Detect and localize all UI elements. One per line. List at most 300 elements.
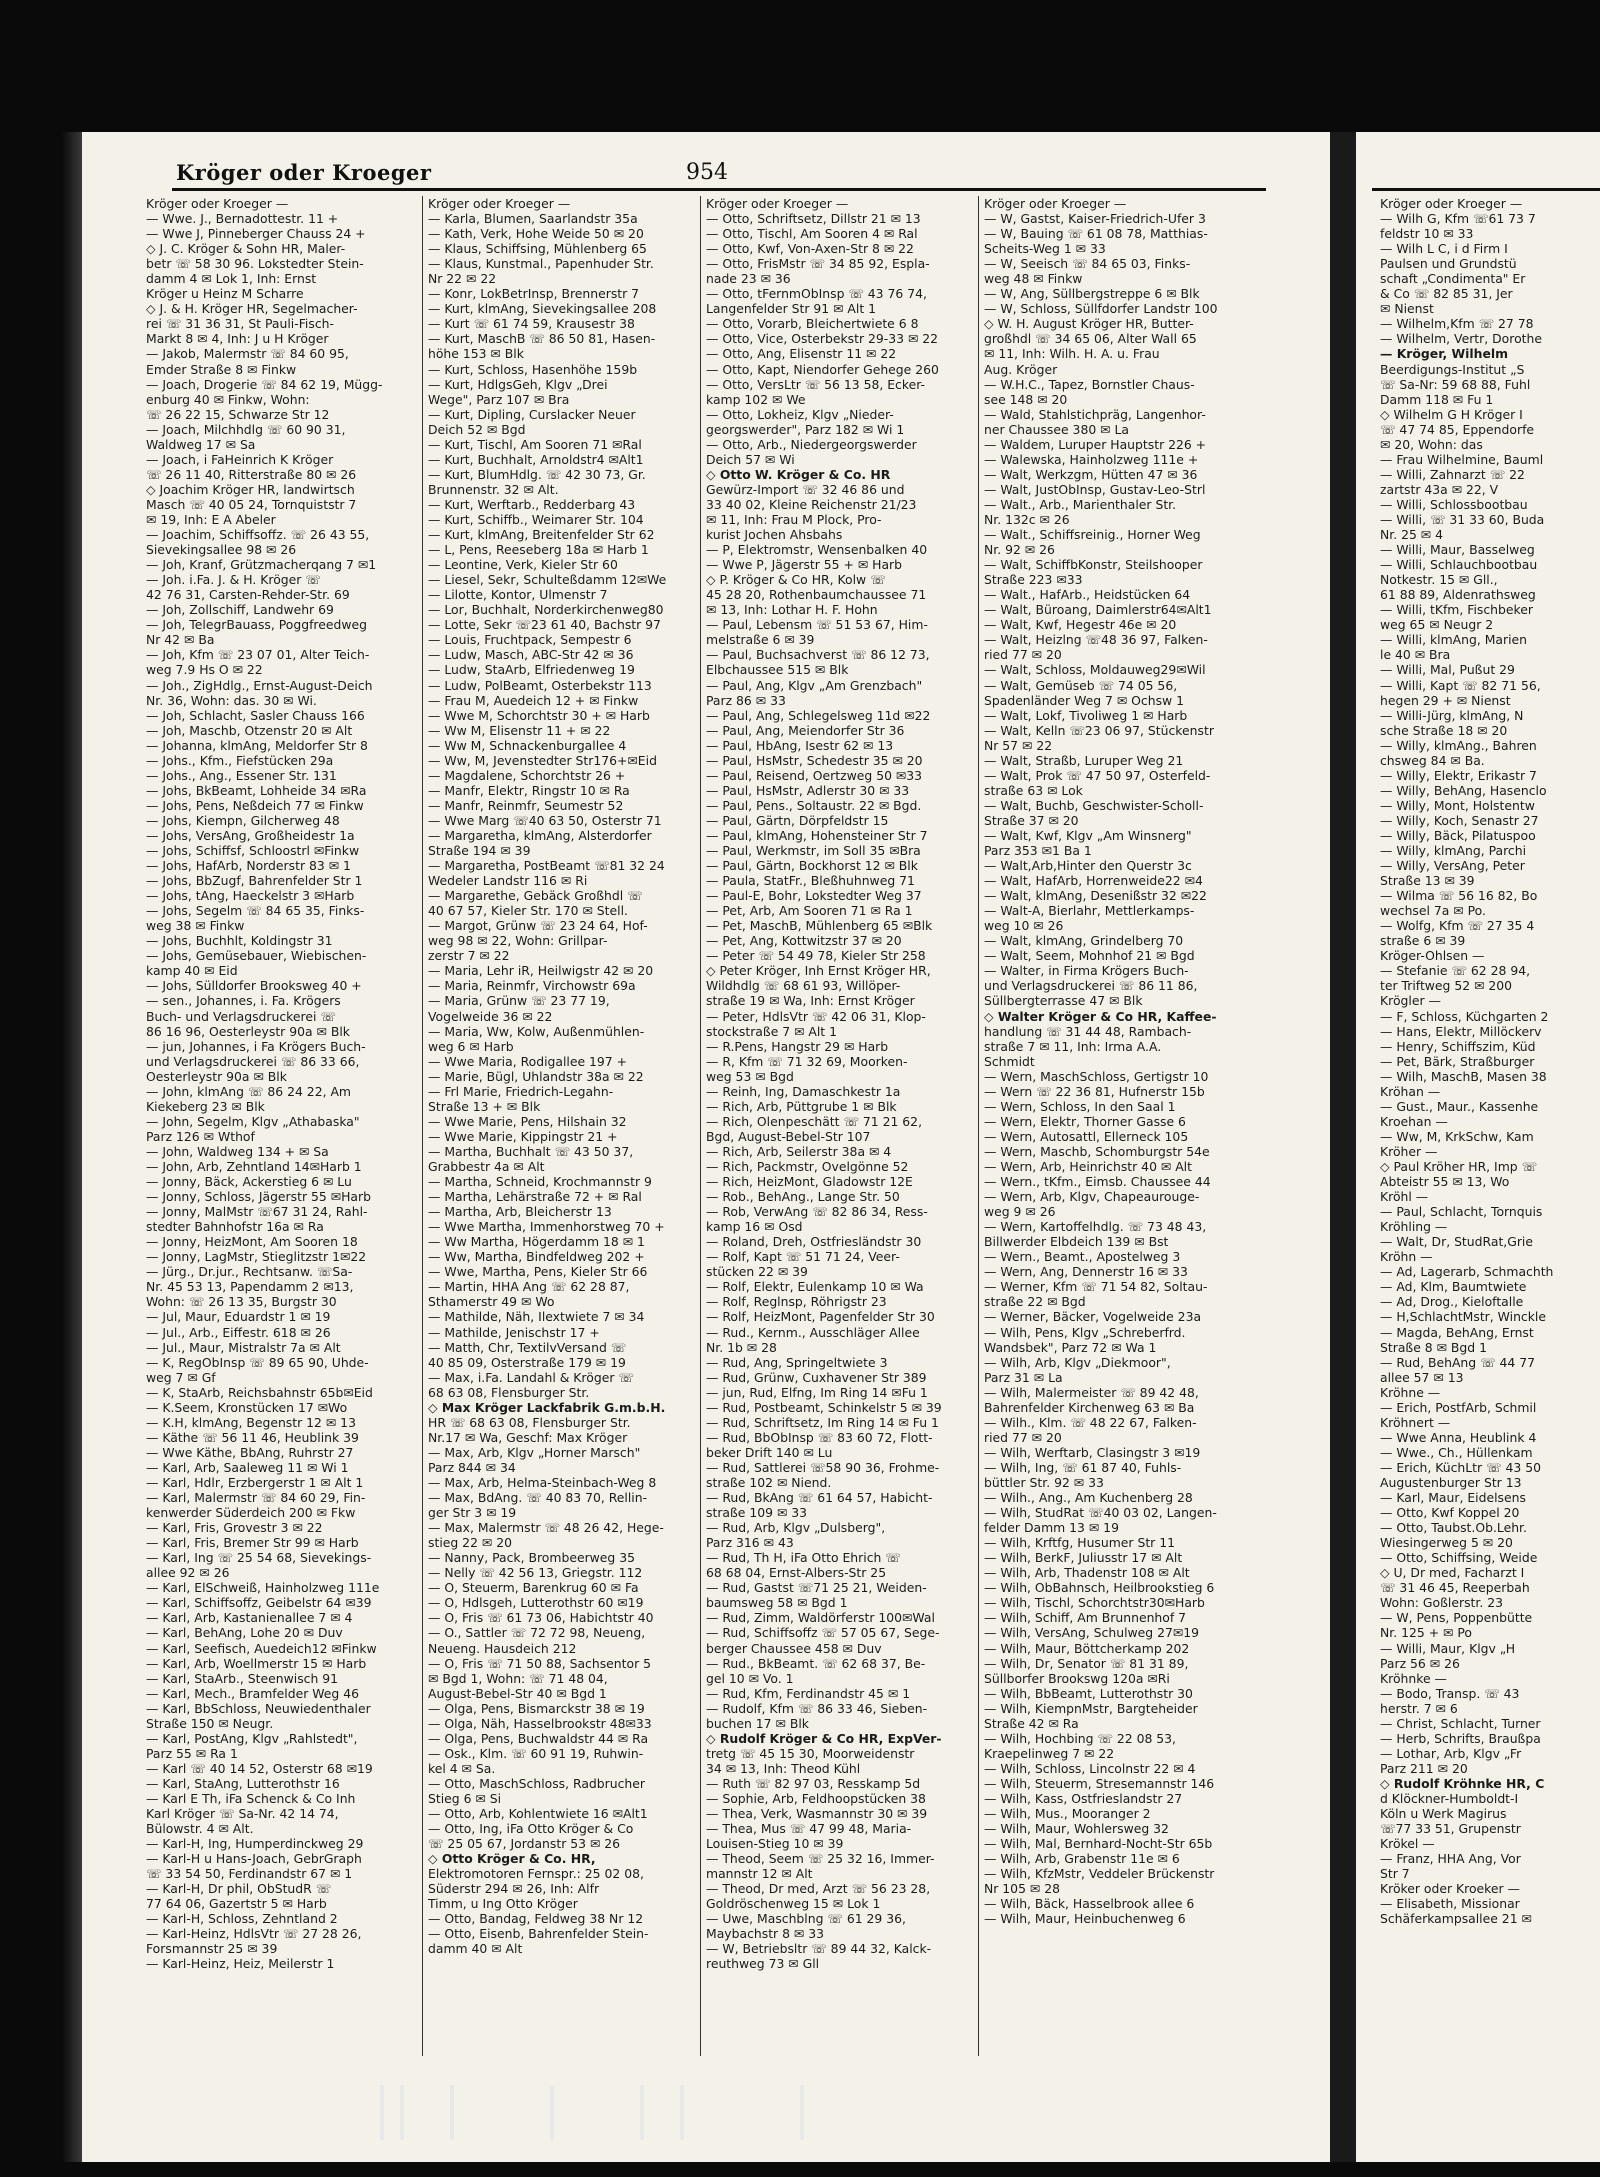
directory-entry-line: Wiesingerweg 5 ✉ 20 <box>1380 1535 1513 1551</box>
directory-entry-line: wechsel 7a ✉ Po. <box>1380 903 1486 919</box>
directory-entry-line: — Herb, Schrifts, Braußpa <box>1380 1730 1541 1746</box>
directory-entry-line: Süllbergterrasse 47 ✉ Blk <box>984 993 1143 1009</box>
directory-entry-line: le 40 ✉ Bra <box>1380 647 1451 663</box>
directory-entry-line: ☏ 26 11 40, Ritterstraße 80 ✉ 26 <box>146 466 357 482</box>
directory-entry-line: — Karl, Arb, Saaleweg 11 ✉ Wi 1 <box>146 1459 349 1475</box>
directory-entry-line: — John, Waldweg 134 + ✉ Sa <box>146 1143 329 1159</box>
directory-entry-line: großhdl ☏ 34 65 06, Alter Wall 65 <box>984 331 1197 347</box>
directory-entry-line: 42 76 31, Carsten-Rehder-Str. 69 <box>146 587 350 603</box>
directory-entry-line: — Kurt, Schloss, Hasenhöhe 159b <box>428 361 638 377</box>
directory-entry-line: — F, Schloss, Küchgarten 2 <box>1380 1008 1549 1024</box>
directory-entry-line: — Wwe Martha, Immenhorstweg 70 + <box>428 1219 665 1235</box>
directory-entry-line: — Karl, Fris, Bremer Str 99 ✉ Harb <box>146 1535 359 1551</box>
directory-entry-line: — Wwe Marg ☏40 63 50, Osterstr 71 <box>428 812 662 828</box>
directory-entry-line: — Wilh, VersAng, Schulweg 27✉19 <box>984 1625 1199 1641</box>
directory-entry-line: — Paul, Gärtn, Bockhorst 12 ✉ Blk <box>706 858 918 874</box>
directory-entry-line: — Maria, Reinmfr, Virchowstr 69a <box>428 978 636 994</box>
column-divider <box>978 196 979 2056</box>
directory-entry-line: Paulsen und Grundstü <box>1380 256 1517 272</box>
directory-entry-line: — Wwe Marie, Pens, Hilshain 32 <box>428 1113 627 1129</box>
directory-entry-line: Neueng. Hausdeich 212 <box>428 1640 577 1656</box>
directory-entry-line: — Walt, SchiffbKonstr, Steilshooper <box>984 557 1203 573</box>
directory-entry-line: Bahrenfelder Kirchenweg 63 ✉ Ba <box>984 1399 1195 1415</box>
directory-entry-line: — Martha, Schneid, Krochmannstr 9 <box>428 1174 652 1190</box>
directory-entry-line: — Wilh, Werftarb, Clasingstr 3 ✉19 <box>984 1444 1201 1460</box>
directory-entry-line: ried 77 ✉ 20 <box>984 1429 1062 1445</box>
directory-entry-line: — Paul, HbAng, Isestr 62 ✉ 13 <box>706 737 894 753</box>
directory-entry-line: baumsweg 58 ✉ Bgd 1 <box>706 1595 848 1611</box>
directory-entry-line: — Pet, Bärk, Straßburger <box>1380 1053 1535 1069</box>
directory-entry-line: — Wilh G, Kfm ☏61 73 7 <box>1380 211 1536 227</box>
directory-entry-line: ☏ 25 05 67, Jordanstr 53 ✉ 26 <box>428 1836 621 1852</box>
directory-entry-line: Krökel — <box>1380 1836 1435 1852</box>
directory-entry-line: — K, RegObInsp ☏ 89 65 90, Uhde- <box>146 1354 369 1370</box>
directory-entry-line: — Wern., Beamt., Apostelweg 3 <box>984 1249 1181 1265</box>
directory-entry-line: — Walt, Kwf, Klgv „Am Winsnerg" <box>984 827 1192 843</box>
directory-entry-line: — Wilh, KiempnMstr, Bargteheider <box>984 1700 1198 1716</box>
directory-entry-line: — Otto, Schriftsetz, Dillstr 21 ✉ 13 <box>706 211 921 227</box>
directory-entry-line: Karl Kröger ☏ Sa-Nr. 42 14 74, <box>146 1806 339 1822</box>
directory-entry-line: — Leontine, Verk, Kieler Str 60 <box>428 557 618 573</box>
directory-entry-line: — Paul, Ang, Schlegelsweg 11d ✉22 <box>706 707 931 723</box>
directory-entry-line: — Walewska, Hainholzweg 111e + <box>984 451 1199 467</box>
directory-entry-line: — Rud, Ang, Springeltwiete 3 <box>706 1354 888 1370</box>
directory-entry-line: — Karla, Blumen, Saarlandstr 35a <box>428 211 638 227</box>
directory-entry-line: — Wern., tKfm., Eimsb. Chaussee 44 <box>984 1174 1211 1190</box>
directory-entry-line: — W, Schloss, Süllfdorfer Landstr 100 <box>984 301 1218 317</box>
directory-entry-line: — W, Pens, Poppenbütte <box>1380 1610 1533 1626</box>
directory-entry-line: — Joh, Schlacht, Sasler Chauss 166 <box>146 707 365 723</box>
directory-entry-line: ✉ 19, Inh: E A Abeler <box>146 511 276 527</box>
directory-entry-line: — Wern, Arb, Heinrichstr 40 ✉ Alt <box>984 1159 1192 1174</box>
directory-entry-line: — Karl, Ing ☏ 25 54 68, Sievekings- <box>146 1550 372 1566</box>
directory-entry-line: — Walt, Dr, StudRat,Grie <box>1380 1234 1534 1250</box>
directory-entry-line: — Rolf, Reglnsp, Röhrigstr 23 <box>706 1294 887 1310</box>
directory-entry-line: — Karl, Maur, Eidelsens <box>1380 1490 1526 1506</box>
directory-entry-line: — Paul, klmAng, Hohensteiner Str 7 <box>706 827 928 843</box>
directory-entry-line: — Frau Wilhelmine, Bauml <box>1380 451 1544 467</box>
directory-entry-line: — Wilhelm,Kfm ☏ 27 78 <box>1380 316 1534 332</box>
directory-entry-line: — Osk., Klm. ☏ 60 91 19, Ruhwin- <box>428 1745 644 1761</box>
directory-entry-line: Nr 22 ✉ 22 <box>428 271 497 287</box>
directory-entry-line: Straße 13 + ✉ Blk <box>428 1098 541 1114</box>
directory-entry-line: — Otto, Kwf Koppel 20 <box>1380 1505 1520 1521</box>
directory-entry-line: ◇ J. C. Kröger & Sohn HR, Maler- <box>146 241 346 257</box>
directory-entry-line: — Ludw, Masch, ABC-Str 42 ✉ 36 <box>428 647 634 663</box>
directory-entry-line: — Jonny, HeizMont, Am Sooren 18 <box>146 1234 358 1250</box>
directory-entry-line: — Johs, tAng, Haeckelstr 3 ✉Harb <box>146 888 355 904</box>
directory-entry-line: — Rudolf, Kfm ☏ 86 33 46, Sieben- <box>706 1700 928 1716</box>
directory-entry-line: — Waldem, Luruper Hauptstr 226 + <box>984 436 1207 452</box>
directory-entry-line: Emder Straße 8 ✉ Finkw <box>146 361 297 377</box>
directory-entry-line: — Ludw, PolBeamt, Osterbekstr 113 <box>428 677 652 693</box>
directory-entry-line: sche Straße 18 ✉ 20 <box>1380 722 1508 738</box>
directory-entry-line: Timm, u Ing Otto Kröger <box>428 1896 578 1912</box>
page-header <box>92 160 1230 190</box>
directory-entry-line: — Wilh, Schiff, Am Brunnenhof 7 <box>984 1610 1187 1626</box>
directory-entry-line: Maybachstr 8 ✉ 33 <box>706 1926 824 1942</box>
directory-entry-line: Louisen-Stieg 10 ✉ 39 <box>706 1836 844 1852</box>
directory-entry-line: ☏ 47 74 85, Eppendorfe <box>1380 421 1535 437</box>
directory-entry-line: — Paul, Gärtn, Dörpfeldstr 15 <box>706 812 889 828</box>
directory-entry-line: felder Damm 13 ✉ 19 <box>984 1520 1119 1536</box>
directory-entry-line: — Otto, Ing, iFa Otto Kröger & Co <box>428 1821 634 1837</box>
directory-entry-line: ◇ Otto Kröger & Co. HR, <box>428 1851 596 1867</box>
directory-entry-line: — Willi, Maur, Klgv „H <box>1380 1640 1516 1656</box>
directory-entry-line: feldstr 10 ✉ 33 <box>1380 226 1474 242</box>
directory-entry-line: ried 77 ✉ 20 <box>984 647 1062 663</box>
directory-entry-line: — Walt, Straßb, Luruper Weg 21 <box>984 752 1184 768</box>
directory-entry-line: ◇ Walter Kröger & Co HR, Kaffee- <box>984 1008 1217 1024</box>
directory-entry-line: gel 10 ✉ Vo. 1 <box>706 1670 794 1686</box>
directory-entry-line: — Rob., BehAng., Lange Str. 50 <box>706 1189 900 1205</box>
directory-entry-line: — Wilh, Maur, Heinbuchenweg 6 <box>984 1911 1186 1927</box>
directory-entry-line: ☏ 31 46 45, Reeperbah <box>1380 1580 1530 1596</box>
directory-entry-line: — Martha, Arb, Bleicherstr 13 <box>428 1204 612 1220</box>
directory-entry-line: — Karl, PostAng, Klgv „Rahlstedt", <box>146 1730 358 1746</box>
directory-entry-line: — Martha, Lehärstraße 72 + ✉ Ral <box>428 1189 642 1205</box>
directory-entry-line: — Otto, Bandag, Feldweg 38 Nr 12 <box>428 1911 644 1927</box>
directory-entry-line: — Johs, HafArb, Norderstr 83 ✉ 1 <box>146 858 351 874</box>
directory-entry-line: damm 40 ✉ Alt <box>428 1941 523 1957</box>
directory-entry-line: — John, Arb, Zehntland 14✉Harb 1 <box>146 1159 362 1174</box>
directory-entry-line: reuthweg 73 ✉ Gll <box>706 1956 820 1972</box>
directory-entry-line: stockstraße 7 ✉ Alt 1 <box>706 1023 837 1039</box>
directory-entry-line: — Otto, MaschSchloss, Radbrucher <box>428 1775 645 1791</box>
directory-entry-line: — Otto, Tischl, Am Sooren 4 ✉ Ral <box>706 226 918 242</box>
directory-entry-line: kurist Jochen Ahsbahs <box>706 527 843 543</box>
directory-entry-line: — Karl E Th, iFa Schenck & Co Inh <box>146 1790 356 1806</box>
directory-entry-line: — Willi, klmAng, Marien <box>1380 632 1528 648</box>
column-1 <box>146 196 418 2056</box>
directory-entry-line: Wege", Parz 107 ✉ Bra <box>428 391 570 407</box>
directory-entry-line: — Karl-Heinz, HdlsVtr ☏ 27 28 26, <box>146 1926 362 1942</box>
directory-entry-line: 61 88 89, Aldenrathsweg <box>1380 587 1536 603</box>
directory-entry-line: 33 40 02, Kleine Reichenstr 21/23 <box>706 496 917 512</box>
directory-entry-line: weg 53 ✉ Bgd <box>706 1068 794 1084</box>
directory-entry-line: melstraße 6 ✉ 39 <box>706 632 815 648</box>
directory-entry-line: — Paul, Schlacht, Tornquis <box>1380 1204 1543 1220</box>
directory-entry-line: Wohn: ☏ 26 13 35, Burgstr 30 <box>146 1294 337 1310</box>
directory-entry-line: Buch- und Verlagsdruckerei ☏ <box>146 1008 336 1024</box>
directory-entry-line: — Karl-H, Ing, Humperdinckweg 29 <box>146 1836 364 1852</box>
directory-entry-line: Straße 223 ✉33 <box>984 572 1083 588</box>
directory-entry-line: — Sophie, Arb, Feldhoopstücken 38 <box>706 1790 926 1806</box>
directory-entry-line: ◇ U, Dr med, Facharzt I <box>1380 1565 1525 1581</box>
directory-entry-line: — Kurt, Dipling, Curslacker Neuer <box>428 406 636 422</box>
directory-entry-line: — Paula, StatFr., Bleßhuhnweg 71 <box>706 873 915 889</box>
directory-entry-line: — Willi-Jürg, klmAng, N <box>1380 707 1524 723</box>
directory-entry-line: — Otto, Eisenb, Bahrenfelder Stein- <box>428 1926 649 1942</box>
directory-entry-line: Parz 316 ✉ 43 <box>706 1535 794 1551</box>
directory-entry-line: herstr. 7 ✉ 6 <box>1380 1700 1458 1716</box>
directory-entry-line: — Kurt, MaschB ☏ 86 50 81, Hasen- <box>428 331 656 347</box>
directory-entry-line: — Rud, Zimm, Waldörferstr 100✉Wal <box>706 1610 935 1626</box>
directory-entry-line: — Käthe ☏ 56 11 46, Heublink 39 <box>146 1429 359 1445</box>
directory-entry-line: — Magda, BehAng, Ernst <box>1380 1324 1534 1340</box>
directory-entry-line: — R, Kfm ☏ 71 32 69, Moorken- <box>706 1053 908 1069</box>
directory-entry-line: — Rud, Gastst ☏71 25 21, Weiden- <box>706 1580 927 1596</box>
directory-entry-line: — Johs, VersAng, Großheidestr 1a <box>146 827 355 843</box>
directory-entry-line: — Karl, Arb, Woellmerstr 15 ✉ Harb <box>146 1655 367 1671</box>
directory-entry-line: — Walt, Schloss, Moldauweg29✉Wil <box>984 662 1206 678</box>
header-rule-next-page <box>1372 188 1600 191</box>
directory-entry-line: — Joh, TelegrBauass, Poggfreedweg <box>146 617 367 633</box>
directory-entry-line: Deich 57 ✉ Wi <box>706 451 795 467</box>
directory-entry-line: — W, Gastst, Kaiser-Friedrich-Ufer 3 <box>984 211 1206 227</box>
page-shadow <box>62 132 82 2162</box>
directory-entry-line: Nr.17 ✉ Wa, Geschf: Max Kröger <box>428 1429 628 1445</box>
directory-entry-line: Straße 37 ✉ 20 <box>984 812 1079 828</box>
directory-entry-line: — Rud, BbObInsp ☏ 83 60 72, Flott- <box>706 1429 933 1445</box>
directory-entry-line: Parz 126 ✉ Wthof <box>146 1128 255 1144</box>
directory-entry-line: ◇ Peter Kröger, Inh Ernst Kröger HR, <box>706 963 931 979</box>
directory-entry-line: — Wwe M, Schorchtstr 30 + ✉ Harb <box>428 707 650 723</box>
directory-entry-line: — Gust., Maur., Kassenhe <box>1380 1098 1539 1114</box>
directory-entry-line: — Wwe Anna, Heublink 4 <box>1380 1429 1537 1445</box>
directory-entry-line: Parz 211 ✉ 20 <box>1380 1760 1468 1776</box>
directory-entry-line: — Walt-A, Bierlahr, Mettlerkamps- <box>984 903 1195 919</box>
directory-entry-line: Süllborfer Brookswg 120a ✉Ri <box>984 1670 1170 1686</box>
directory-entry-line: — Karl, Mech., Bramfelder Weg 46 <box>146 1685 359 1701</box>
directory-entry-line: — Ad, Lagerarb, Schmachth <box>1380 1264 1554 1280</box>
directory-entry-line: — Otto, Arb, Kohlentwiete 16 ✉Alt1 <box>428 1806 648 1822</box>
directory-entry-line: — Wilh, KfzMstr, Veddeler Brückenstr <box>984 1866 1215 1882</box>
directory-entry-line: — Rich, Packmstr, Ovelgönne 52 <box>706 1159 909 1174</box>
directory-entry-line: — Henry, Schiffszim, Küd <box>1380 1038 1536 1054</box>
directory-entry-line: — Paul, Ang, Klgv „Am Grenzbach" <box>706 677 923 693</box>
directory-entry-line: — Max, Malermstr ☏ 48 26 42, Hege- <box>428 1520 664 1536</box>
directory-entry-line: Elektromotoren Fernspr.: 25 02 08, <box>428 1866 644 1882</box>
directory-entry-line: — Joh., ZigHdlg., Ernst-August-Deich <box>146 677 373 693</box>
directory-entry-line: ◇ Joachim Kröger HR, landwirtsch <box>146 481 355 497</box>
directory-entry-line: — Karl, Arb, Kastanienallee 7 ✉ 4 <box>146 1610 353 1626</box>
directory-entry-line: ◇ Rudolf Kröger & Co HR, ExpVer- <box>706 1730 942 1746</box>
directory-entry-line: — Otto, Kwf, Von-Axen-Str 8 ✉ 22 <box>706 241 914 257</box>
directory-entry-line: — Margarethe, Gebäck Großhdl ☏ <box>428 888 643 904</box>
directory-entry-line: Goldröschenweg 15 ✉ Lok 1 <box>706 1896 881 1912</box>
directory-entry-line: — Walt,Arb,Hinter den Querstr 3c <box>984 858 1192 874</box>
directory-entry-line: — Wern, Arb, Klgv, Chapeaurouge- <box>984 1189 1200 1205</box>
directory-entry-line: Nr. 125 + ✉ Po <box>1380 1625 1472 1641</box>
directory-entry-line: Kröher — <box>1380 1143 1438 1159</box>
directory-entry-line: — O, Fris ☏ 71 50 88, Sachsentor 5 <box>428 1655 652 1671</box>
directory-entry-line: Parz 31 ✉ La <box>984 1369 1063 1385</box>
directory-entry-line: Kröger oder Kroeger — <box>428 196 571 211</box>
directory-entry-line: ger Str 3 ✉ 19 <box>428 1505 517 1521</box>
directory-entry-line: — Walt, Heizlng ☏48 36 97, Falken- <box>984 632 1208 648</box>
directory-entry-line: — John, Segelm, Klgv „Athabaska" <box>146 1113 360 1129</box>
directory-entry-line: HR ☏ 68 63 08, Flensburger Str. <box>428 1414 631 1430</box>
directory-entry-line: — Lor, Buchhalt, Norderkirchenweg80 <box>428 602 664 618</box>
directory-entry-line: — Rud, Kfm, Ferdinandstr 45 ✉ 1 <box>706 1685 911 1701</box>
directory-entry-line: ☏ 33 54 50, Ferdinandstr 67 ✉ 1 <box>146 1866 353 1882</box>
directory-entry-line: Abteistr 55 ✉ 13, Wo <box>1380 1174 1510 1190</box>
directory-entry-line: — Johs, Gemüsebauer, Wiebischen- <box>146 948 367 964</box>
directory-entry-line: — Johs, Sülldorfer Brooksweg 40 + <box>146 978 362 994</box>
directory-entry-line: handlung ☏ 31 44 48, Rambach- <box>984 1023 1192 1039</box>
directory-entry-line: — Johs, Schiffsf, Schloostrl ✉Finkw <box>146 843 360 859</box>
directory-entry-line: enburg 40 ✉ Finkw, Wohn: <box>146 391 310 407</box>
directory-entry-line: — Ad, Klm, Baumtwiete <box>1380 1279 1527 1295</box>
directory-entry-line: — Joh, Kfm ☏ 23 07 01, Alter Teich- <box>146 647 370 663</box>
directory-entry-line: straße 102 ✉ Niend. <box>706 1474 832 1490</box>
directory-entry-line: ◇ P. Kröger & Co HR, Kolw ☏ <box>706 572 886 588</box>
directory-entry-line: — Walt, Büroang, Daimlerstr64✉Alt1 <box>984 602 1212 618</box>
directory-entry-line: — Kurt, BlumHdlg. ☏ 42 30 73, Gr. <box>428 466 646 482</box>
directory-entry-line: — Walt., Schiffsreinig., Horner Weg <box>984 527 1201 543</box>
directory-entry-line: — Willy, klmAng., Bahren <box>1380 737 1537 753</box>
directory-entry-line: — Maria, Grünw ☏ 23 77 19, <box>428 993 610 1009</box>
directory-entry-line: Kröker oder Kroeker — <box>1380 1881 1520 1897</box>
directory-entry-line: Nr. 36, Wohn: das. 30 ✉ Wi. <box>146 692 317 708</box>
directory-entry-line: — Rich, Arb, Püttgrube 1 ✉ Blk <box>706 1098 897 1114</box>
directory-entry-line: — Paul, HsMstr, Schedestr 35 ✉ 20 <box>706 752 923 768</box>
directory-entry-line: — Willi, Maur, Basselweg <box>1380 542 1535 558</box>
directory-entry-line: weg 6 ✉ Harb <box>428 1038 514 1054</box>
directory-entry-line: — Wilh, Arb, Grabenstr 11e ✉ 6 <box>984 1851 1180 1867</box>
directory-entry-line: — Joh. i.Fa. J. & H. Kröger ☏ <box>146 572 321 588</box>
directory-entry-line: — Nanny, Pack, Brombeerweg 35 <box>428 1550 635 1566</box>
directory-entry-line: — Joach, i FaHeinrich K Kröger <box>146 451 334 467</box>
directory-entry-line: ✉ 13, Inh: Lothar H. F. Hohn <box>706 602 878 618</box>
directory-entry-line: — Maria, Ww, Kolw, Außenmühlen- <box>428 1023 645 1039</box>
directory-entry-line: ◇ Otto W. Kröger & Co. HR <box>706 466 891 482</box>
directory-entry-line: — Otto, VersLtr ☏ 56 13 58, Ecker- <box>706 376 925 392</box>
directory-entry-line: — Willi, Kapt ☏ 82 71 56, <box>1380 677 1541 693</box>
directory-entry-line: weg 9 ✉ 26 <box>984 1204 1056 1220</box>
directory-entry-line: — Max, Arb, Klgv „Horner Marsch" <box>428 1444 641 1460</box>
directory-entry-line: ☏ 26 22 15, Schwarze Str 12 <box>146 406 330 422</box>
directory-entry-line: straße 109 ✉ 33 <box>706 1505 808 1521</box>
directory-entry-line: — Wilh., Ang., Am Kuchenberg 28 <box>984 1490 1193 1506</box>
directory-entry-line: — Willy, klmAng, Parchi <box>1380 843 1527 859</box>
directory-entry-line: tretg ☏ 45 15 30, Moorweidenstr <box>706 1745 915 1761</box>
directory-entry-line: — jun, Rud, Elfng, Im Ring 14 ✉Fu 1 <box>706 1384 928 1400</box>
directory-entry-line: — Johs, Buchhlt, Koldingstr 31 <box>146 933 333 949</box>
directory-entry-line: Kröger oder Kroeger — <box>146 196 289 211</box>
directory-entry-line: Kröger-Ohlsen — <box>1380 948 1485 964</box>
directory-entry-line: — Karl, Seefisch, Auedeich12 ✉Finkw <box>146 1640 377 1656</box>
directory-entry-line: Kröhan — <box>1380 1083 1441 1099</box>
directory-entry-line: — Karl, StaArb., Steenwisch 91 <box>146 1670 339 1686</box>
directory-entry-line: — Otto, Vice, Osterbekstr 29-33 ✉ 22 <box>706 331 939 347</box>
directory-entry-line: ☏77 33 51, Grupenstr <box>1380 1821 1521 1837</box>
directory-entry-line: 86 16 96, Oesterleystr 90a ✉ Blk <box>146 1023 350 1039</box>
directory-entry-line: — Karl-H, Dr phil, ObStudR ☏ <box>146 1881 332 1897</box>
directory-entry-line: Straße 8 ✉ Bgd 1 <box>1380 1339 1487 1355</box>
directory-entry-line: — O., Sattler ☏ 72 72 98, Neueng, <box>428 1625 646 1641</box>
directory-entry-line: — Max, i.Fa. Landahl & Kröger ☏ <box>428 1369 634 1385</box>
directory-entry-line: — Rud, BehAng ☏ 44 77 <box>1380 1354 1535 1370</box>
directory-entry-line: betr ☏ 58 30 96. Lokstedter Stein- <box>146 256 364 272</box>
directory-entry-line: — Walt, Buchb, Geschwister-Scholl- <box>984 797 1204 813</box>
directory-entry-line: — Joh, Zollschiff, Landwehr 69 <box>146 602 334 618</box>
directory-entry-line: Schmidt <box>984 1053 1035 1069</box>
directory-entry-line: — Otto, Kapt, Niendorfer Gehege 260 <box>706 361 939 377</box>
directory-entry-line: und Verlagsdruckerei ☏ 86 33 66, <box>146 1053 360 1069</box>
directory-entry-line: ✉ 11, Inh: Frau M Plock, Pro- <box>706 511 882 527</box>
directory-entry-line: Kröger oder Kroeger — <box>984 196 1127 211</box>
directory-entry-line: — O, Steuerm, Barenkrug 60 ✉ Fa <box>428 1580 639 1596</box>
directory-entry-line: — Kurt ☏ 61 74 59, Krausestr 38 <box>428 316 635 332</box>
directory-entry-line: — Peter ☏ 54 49 78, Kieler Str 258 <box>706 948 926 964</box>
directory-entry-line: — Karl ☏ 40 14 52, Osterstr 68 ✉19 <box>146 1760 373 1776</box>
directory-entry-line: Nr. 25 ✉ 4 <box>1380 527 1444 543</box>
directory-entry-line: — Ruth ☏ 82 97 03, Resskamp 5d <box>706 1775 921 1791</box>
directory-entry-line: — Rud, Postbeamt, Schinkelstr 5 ✉ 39 <box>706 1399 942 1415</box>
directory-entry-line: — Wilh, Ing, ☏ 61 87 40, Fuhls- <box>984 1459 1182 1475</box>
directory-entry-line: straße 22 ✉ Bgd <box>984 1294 1086 1310</box>
directory-entry-line: weg 10 ✉ 26 <box>984 918 1064 934</box>
directory-entry-line: — K.Seem, Kronstücken 17 ✉Wo <box>146 1399 348 1415</box>
directory-entry-line: — Walt, Werkzgm, Hütten 47 ✉ 36 <box>984 466 1198 482</box>
directory-entry-line: — Pet, Arb, Am Sooren 71 ✉ Ra 1 <box>706 903 913 919</box>
directory-entry-line: — Rich, HeizMont, Gladowstr 12E <box>706 1174 913 1190</box>
column-3 <box>706 196 978 2056</box>
column-5-next-page <box>1380 196 1600 2056</box>
directory-entry-line: — Paul, Buchsachverst ☏ 86 12 73, <box>706 647 930 663</box>
directory-entry-line: nade 23 ✉ 36 <box>706 271 791 287</box>
directory-entry-line: — Olga, Näh, Hasselbrookstr 48✉33 <box>428 1715 652 1731</box>
directory-entry-line: — Jul., Maur, Mistralstr 7a ✉ Alt <box>146 1339 341 1355</box>
directory-entry-line: Scheits-Weg 1 ✉ 33 <box>984 241 1106 257</box>
directory-entry-line: — Johs., Ang., Essener Str. 131 <box>146 767 337 783</box>
directory-entry-line: — Karl, BehAng, Lohe 20 ✉ Duv <box>146 1625 343 1641</box>
directory-entry-line: — Max, BdAng. ☏ 40 83 70, Rellin- <box>428 1490 648 1506</box>
directory-entry-line: — Wwe Maria, Rodigallee 197 + <box>428 1053 628 1069</box>
directory-entry-line: — Ludw, StaArb, Elfriedenweg 19 <box>428 662 635 678</box>
directory-entry-line: weg 98 ✉ 22, Wohn: Grillpar- <box>428 933 608 949</box>
directory-entry-line: — Willi, Zahnarzt ☏ 22 <box>1380 466 1525 482</box>
directory-entry-line: d Klöckner-Humboldt-I <box>1380 1790 1519 1806</box>
column-4 <box>984 196 1256 2056</box>
directory-entry-line: — Otto, Lokheiz, Klgv „Nieder- <box>706 406 894 422</box>
directory-entry-line: Nr 42 ✉ Ba <box>146 632 215 648</box>
directory-entry-line: & Co ☏ 82 85 31, Jer <box>1380 286 1513 302</box>
directory-entry-line: — Wilh L C, i d Firm I <box>1380 241 1508 257</box>
directory-entry-line: höhe 153 ✉ Blk <box>428 346 524 362</box>
directory-entry-line: — Manfr, Reinmfr, Seumestr 52 <box>428 797 624 813</box>
directory-entry-line: — Wilh, ObBahnsch, Heilbrookstieg 6 <box>984 1580 1215 1596</box>
directory-entry-line: — Max, Arb, Helma-Steinbach-Weg 8 <box>428 1474 657 1490</box>
directory-entry-line: Süderstr 294 ✉ 26, Inh: Alfr <box>428 1881 600 1897</box>
directory-entry-line: Masch ☏ 40 05 24, Tornquiststr 7 <box>146 496 357 512</box>
directory-entry-line: — Walt, klmAng, Desenißstr 32 ✉22 <box>984 888 1207 904</box>
directory-entry-line: — Johs, BbZugf, Bahrenfelder Str 1 <box>146 873 363 889</box>
directory-entry-line: — sen., Johannes, i. Fa. Krögers <box>146 993 341 1009</box>
directory-entry-line: — Rud, Arb, Klgv „Dulsberg", <box>706 1520 886 1536</box>
directory-entry-line: zartstr 43a ✉ 22, V <box>1380 481 1499 497</box>
directory-entry-line: — Johs., Kfm., Fiefstücken 29a <box>146 752 334 768</box>
directory-entry-line: Forsmannstr 25 ✉ 39 <box>146 1941 278 1957</box>
directory-entry-line: — Walt, Lokf, Tivoliweg 1 ✉ Harb <box>984 707 1188 723</box>
directory-entry-line: — Karl, Malermstr ☏ 84 60 29, Fin- <box>146 1490 366 1506</box>
directory-entry-line: Augustenburger Str 13 <box>1380 1474 1522 1490</box>
directory-entry-line: Straße 150 ✉ Neugr. <box>146 1715 274 1731</box>
directory-entry-line: Parz 55 ✉ Ra 1 <box>146 1745 238 1761</box>
directory-entry-line: — Otto, tFernmObInsp ☏ 43 76 74, <box>706 286 927 302</box>
directory-entry-line: — Kurt, Tischl, Am Sooren 71 ✉Ral <box>428 436 642 452</box>
directory-entry-line: — Kurt, HdlgsGeh, Klgv „Drei <box>428 376 608 392</box>
directory-entry-line: — Olga, Pens, Bismarckstr 38 ✉ 19 <box>428 1700 645 1716</box>
directory-entry-line: — Wwe., Ch., Hüllenkam <box>1380 1444 1533 1460</box>
directory-entry-line: — Wilh, Schloss, Lincolnstr 22 ✉ 4 <box>984 1760 1196 1776</box>
directory-entry-line: — Jul, Maur, Eduardstr 1 ✉ 19 <box>146 1309 331 1325</box>
directory-entry-line: — Lothar, Arb, Klgv „Fr <box>1380 1745 1522 1761</box>
directory-entry-line: — Thea, Mus ☏ 47 99 48, Maria- <box>706 1821 912 1837</box>
directory-entry-line: Straße 13 ✉ 39 <box>1380 873 1475 889</box>
